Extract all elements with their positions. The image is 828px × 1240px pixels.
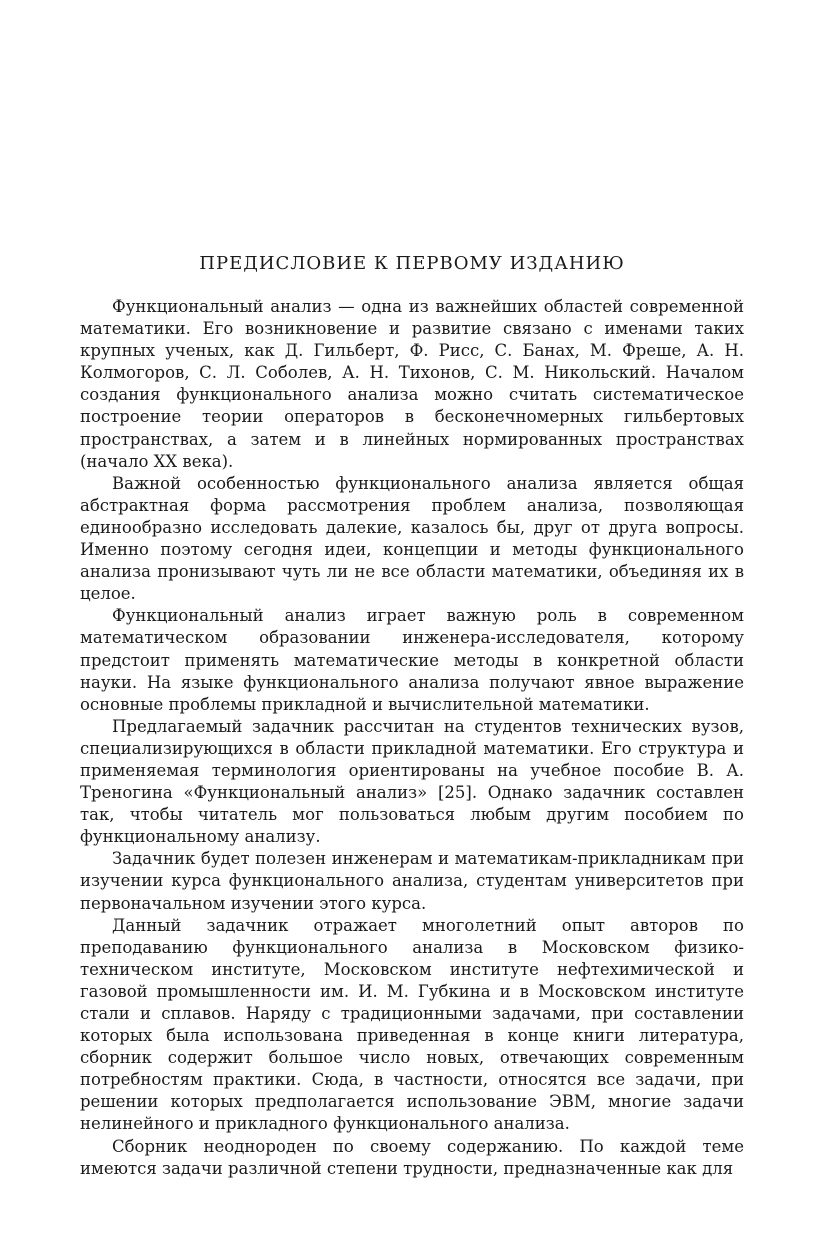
paragraph-3: Функциональный анализ играет важную роль в современном математическом образовании инженера-исследователя, которому предстоит применять математические методы в конкретной области науки. На языке функционального анализа получают явное выражение основные проблемы прикладной и вычислительной математики. (80, 606, 744, 714)
paragraph-4: Предлагаемый задачник рассчитан на студентов технических вузов, специализирующихся в области прикладной математики. Его структура и применяемая терминология ориентированы на учебное пособие В. А. Треногина «Функциональный анализ» [25]. Однако задачник составлен так, чтобы читатель мог пользоваться любым другим пособием по функциональному анализу. (80, 716, 744, 847)
paragraph-1: Функциональный анализ — одна из важнейших областей современной математики. Его возникновение и развитие связано с именами таких крупных ученых, как Д. Гильберт, Ф. Рисс, С. Банах, М. Фреше, А. Н. Колмогоров, С. Л. Соболев, А. Н. Тихонов, С. М. Никольский. Началом создания функционального анализа можно считать систематическое построение теории операторов в бесконечномерных гильбертовых пространствах, а затем и в линейных нормированных пространствах (начало XX века). (80, 297, 744, 471)
paragraph-7: Сборник неоднороден по своему содержанию. По каждой теме имеются задачи различной степени трудности, предназначенные как для (80, 1136, 744, 1178)
page-title: ПРЕДИСЛОВИЕ К ПЕРВОМУ ИЗДАНИЮ (199, 253, 625, 274)
paragraph-5: Задачник будет полезен инженерам и математикам-прикладникам при изучении курса функционального анализа, студентам университетов при первоначальном изучении этого курса. (80, 849, 744, 913)
paragraph-2: Важной особенностью функционального анализа является общая абстрактная форма рассмотрения проблем анализа, позволяющая единообразно исследовать далекие, казалось бы, друг от друга вопросы. Именно поэтому сегодня идеи, концепции и методы функционального анализа пронизывают чуть ли не все области математики, объединяя их в целое. (80, 473, 744, 604)
preface-page (80, 252, 744, 1180)
paragraph-6: Данный задачник отражает многолетний опыт авторов по преподаванию функционального анализа в Московском физико-техническом институте, Московском институте нефтехимической и газовой промышленности им. И. М. Губкина и в Московском институте стали и сплавов. Наряду с традиционными задачами, при составлении которых была использована приведенная в конце книги литература, сборник содержит большое число новых, отвечающих современным потребностям практики. Сюда, в частности, относятся все задачи, при решении которых предполагается использование ЭВМ, многие задачи нелинейного и прикладного функционального анализа. (80, 915, 744, 1134)
